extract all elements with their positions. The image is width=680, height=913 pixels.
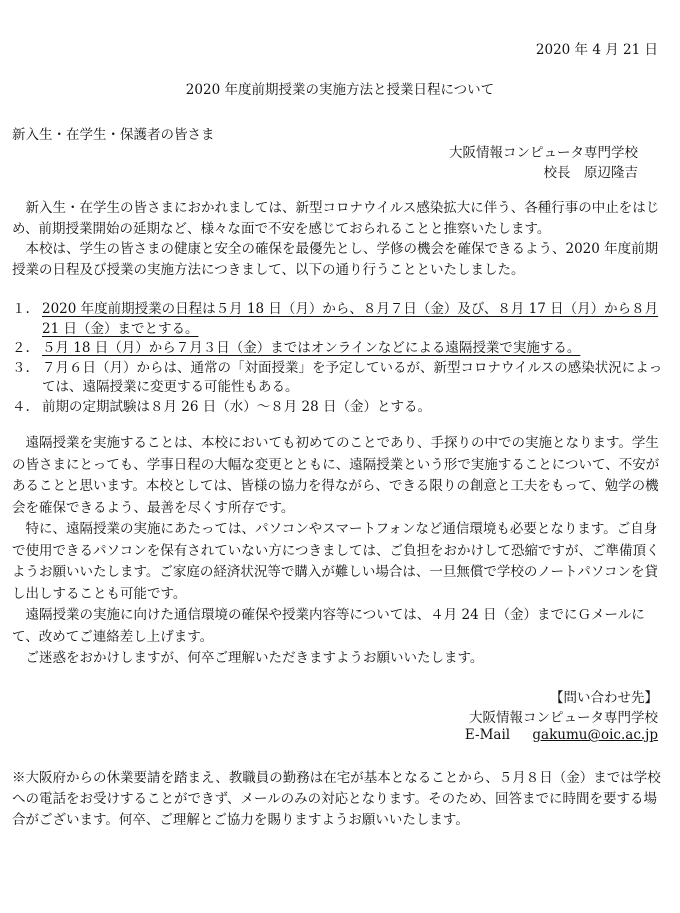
- list-item: [12, 359, 672, 398]
- note-paragraph: ※大阪府からの休業要請を踏まえ、教職員の勤務は在宅が基本となることから、５月８日（金）までは学校への電話をお受けすることができず、メールのみの対応となります。そのため、回答までに時間を要する場合がございます。何卒、ご理解とご協力を賜りますようお願いいたします。: [12, 770, 661, 828]
- document-date: 2020 年 4 月 21 日: [535, 42, 658, 58]
- list-item-number: ３.: [12, 359, 30, 376]
- email-label: E-Mail: [464, 727, 511, 743]
- contact-school: 大阪情報コンピュータ専門学校: [469, 710, 658, 726]
- contact-heading: 【問い合わせ先】: [550, 690, 658, 706]
- list-item: [12, 339, 672, 359]
- list-item: [12, 398, 672, 418]
- list-item-text: 2020 年度前期授業の日程は５月 18 日（月）から、８月７日（金）及び、８月 17 日（月）から８月 21 日（金）までとする。: [42, 301, 659, 337]
- body-paragraph: 遠隔授業を実施することは、本校においても初めてのことであり、手探りの中での実施となります。学生の皆さまにとっても、学事日程の大幅な変更とともに、遠隔授業という形で実施することについて、不安があることと思います。本校としては、皆様の協力を得ながら、できる限りの創意と工夫をもって、勉学の機会を確保できるよう、最善を尽くす所存です。 特に、遠隔授業の実施にあたっては、パソコンやスマートフォンなど通信環境も必要となります。ご自身で使用できるパソコンを保有されていない方につきましては、ご負担をおかけして恐縮ですが、ご準備頂くようお願いいたします。ご家庭の経済状況等で購入が難しい場合は、一旦無償で学校のノートパソコンを貸し出しすることも可能です。 遠隔授業の実施に向けた通信環境の確保や授業内容等については、４月 24 日（金）までにＧメールにて、改めてご連絡差し上げます。 ご迷惑をおかけしますが、何卒ご理解いただきますようお願いいたします。: [12, 435, 660, 666]
- sender-school: 大阪情報コンピュータ専門学校: [449, 145, 638, 161]
- intro-paragraph: 新入生・在学生の皆さまにおかれましては、新型コロナウイルス感染拡大に伴う、各種行事の中止をはじめ、前期授業開始の延期など、様々な面で不安を感じておられることと推察いたします。 本校は、学生の皆さまの健康と安全の確保を最優先とし、学修の機会を確保できるよう、2020 年度前期授業の日程及び授業の実施方法につきまして、以下の通り行うことといたしました。: [12, 200, 660, 278]
- list-item-text: 前期の定期試験は８月 26 日（水）～８月 28 日（金）とする。: [42, 398, 432, 415]
- salutation: 新入生・在学生・保護者の皆さま: [12, 127, 215, 143]
- list-item-number: ４.: [12, 398, 30, 415]
- document-title: 2020 年度前期授業の実施方法と授業日程について: [185, 82, 495, 98]
- schedule-list: [12, 300, 672, 417]
- list-item-number: １.: [12, 301, 30, 317]
- sender-principal: 校長 原辺隆吉: [543, 165, 638, 181]
- list-item: [12, 300, 672, 339]
- list-item-number: ２.: [12, 340, 30, 356]
- contact-email-row: [465, 727, 658, 743]
- list-item-text: ５月 18 日（月）から７月３日（金）まではオンラインなどによる遠隔授業で実施する。: [42, 340, 581, 356]
- list-item-text: ７月６日（月）からは、通常の「対面授業」を予定しているが、新型コロナウイルスの感染状況によっては、遠隔授業に変更する可能性もある。: [42, 359, 663, 395]
- email-link[interactable]: gakumu@oic.ac.jp: [532, 727, 658, 743]
